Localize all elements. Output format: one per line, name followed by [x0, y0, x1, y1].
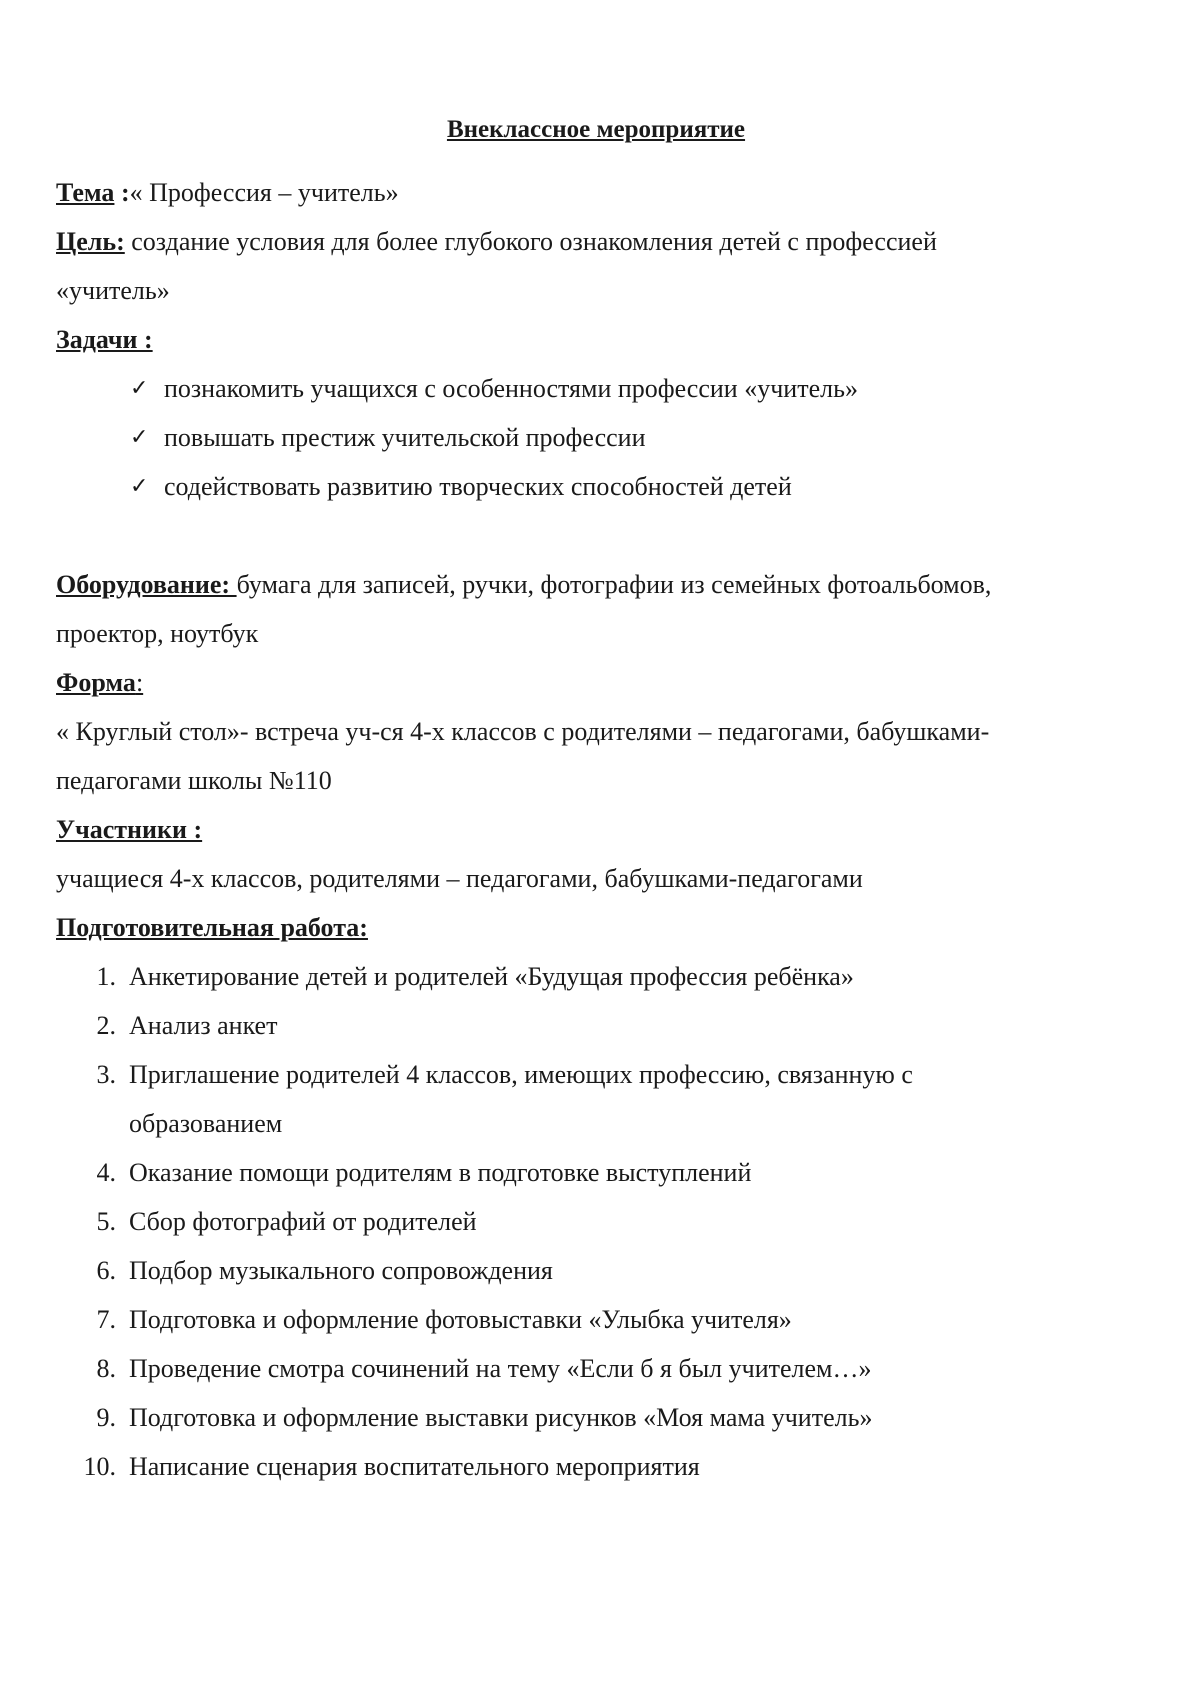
task-item	[56, 462, 1136, 511]
goal-line-continued: «учитель»	[56, 276, 170, 305]
prep-item	[56, 1148, 1136, 1197]
prep-item	[56, 952, 1136, 1001]
theme-label: Тема	[56, 178, 115, 207]
goal-label: Цель:	[56, 227, 125, 256]
prep-item-text: Подбор музыкального сопровождения	[129, 1256, 553, 1285]
equipment-line-continued: проектор, ноутбук	[56, 619, 259, 648]
prep-item-text: Анкетирование детей и родителей «Будущая профессия ребёнка»	[129, 962, 854, 991]
goal-text: создание условия для более глубокого ознакомления детей с профессией	[124, 227, 937, 256]
check-icon: ✓	[130, 425, 149, 450]
prep-item	[56, 1246, 1136, 1295]
prep-item-number: 4.	[96, 1158, 116, 1187]
prep-item-text: Проведение смотра сочинений на тему «Если б я был учителем…»	[129, 1354, 872, 1383]
prep-item-text: Оказание помощи родителям в подготовке выступлений	[129, 1158, 752, 1187]
prep-item-text: Написание сценария воспитательного мероприятия	[129, 1452, 700, 1481]
prep-item-text: Подготовка и оформление фотовыставки «Улыбка учителя»	[129, 1305, 792, 1334]
prep-item-number: 5.	[96, 1207, 116, 1236]
prep-item-text: Подготовка и оформление выставки рисунков «Моя мама учитель»	[129, 1403, 873, 1432]
theme-line	[56, 168, 1136, 217]
form-text-continued: педагогами школы №110	[56, 766, 332, 795]
prep-item-continued: образованием	[129, 1109, 283, 1138]
prep-item-text: Приглашение родителей 4 классов, имеющих профессию, связанную с	[129, 1060, 913, 1089]
prep-item	[56, 1442, 1136, 1491]
prep-list	[56, 952, 1136, 1491]
check-icon: ✓	[130, 376, 149, 401]
prep-item-text: Анализ анкет	[129, 1011, 278, 1040]
form-label: Форма	[56, 668, 136, 697]
tasks-heading	[56, 315, 1136, 364]
document-page	[56, 110, 1136, 1491]
task-text: содействовать развитию творческих способностей детей	[164, 472, 792, 501]
spacer	[56, 511, 1136, 560]
prep-item	[56, 1344, 1136, 1393]
tasks-label: Задачи :	[56, 325, 153, 354]
prep-item-number: 10.	[83, 1452, 116, 1481]
theme-text: « Профессия – учитель»	[129, 178, 399, 207]
prep-label: Подготовительная работа:	[56, 913, 368, 942]
participants-heading	[56, 805, 1136, 854]
form-heading	[56, 658, 1136, 707]
task-item	[56, 413, 1136, 462]
check-icon: ✓	[130, 474, 149, 499]
prep-item	[56, 1001, 1136, 1050]
prep-item-number: 8.	[96, 1354, 116, 1383]
prep-item-number: 3.	[96, 1060, 116, 1089]
task-text: повышать престиж учительской профессии	[164, 423, 646, 452]
theme-separator: :	[114, 178, 130, 207]
task-text: познакомить учащихся с особенностями профессии «учитель»	[164, 374, 858, 403]
equipment-line	[56, 560, 1136, 609]
prep-item-number: 9.	[96, 1403, 116, 1432]
prep-item	[56, 1050, 1136, 1099]
prep-item-text: Сбор фотографий от родителей	[129, 1207, 477, 1236]
participants-text: учащиеся 4-х классов, родителями – педагогами, бабушками-педагогами	[56, 864, 863, 893]
prep-item-number: 6.	[96, 1256, 116, 1285]
equipment-label: Оборудование:	[56, 570, 237, 599]
document-title: Внеклассное мероприятие	[446, 116, 746, 143]
goal-line	[56, 217, 1136, 266]
task-item	[56, 364, 1136, 413]
prep-item	[56, 1295, 1136, 1344]
prep-heading	[56, 903, 1136, 952]
form-text: « Круглый стол»- встреча уч-ся 4-х классов с родителями – педагогами, бабушками-	[56, 717, 990, 746]
prep-item	[56, 1393, 1136, 1442]
prep-item-number: 2.	[96, 1011, 116, 1040]
prep-item-number: 1.	[96, 962, 116, 991]
prep-item	[56, 1197, 1136, 1246]
participants-label: Участники :	[56, 815, 203, 844]
prep-item-number: 7.	[96, 1305, 116, 1334]
form-colon: :	[135, 668, 144, 697]
equipment-text: бумага для записей, ручки, фотографии из семейных фотоальбомов,	[236, 570, 992, 599]
